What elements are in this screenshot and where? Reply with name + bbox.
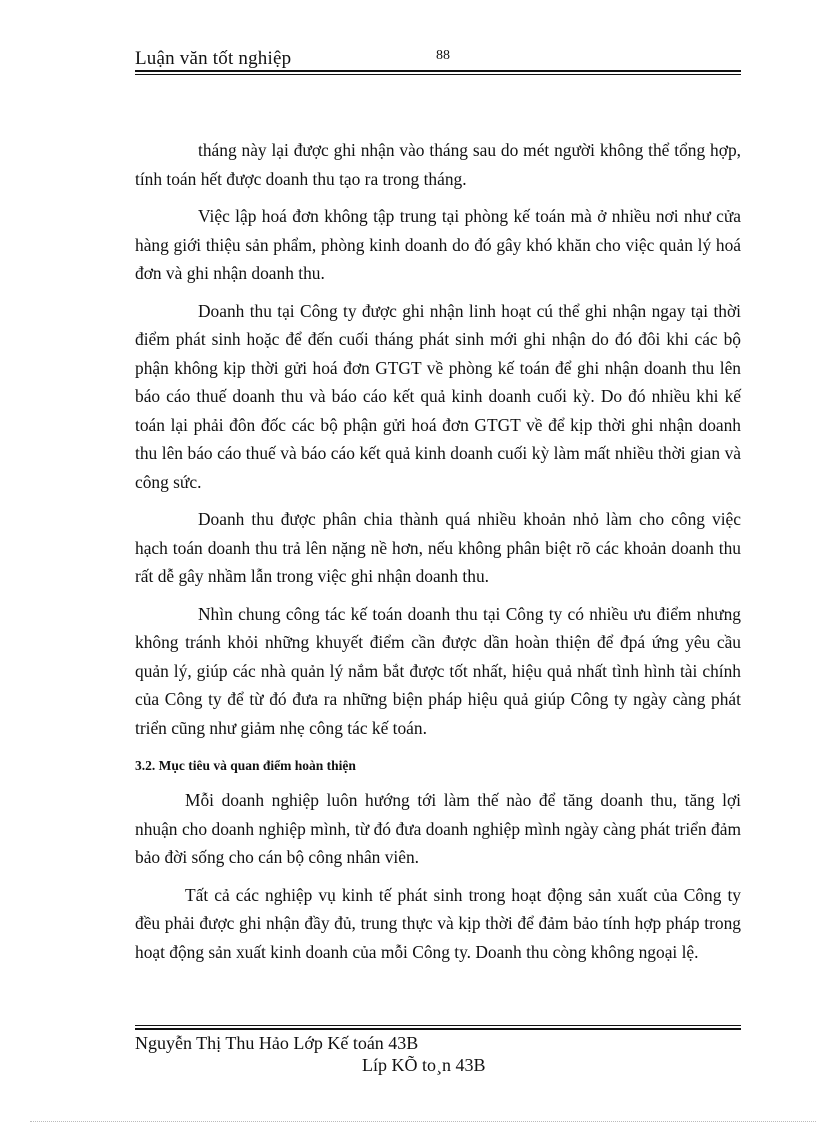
paragraph-3: Doanh thu tại Công ty được ghi nhận linh hoạt cú thể ghi nhận ngay tại thời điểm phát sinh hoặc để đến cuối tháng phát sinh mới ghi nhận do đó đôi khi các bộ phận không kịp thời gửi hoá đơn GTGT về phòng kế toán để ghi nhận doanh thu lên báo cáo thuế doanh thu và báo cáo kết quả kinh doanh cuối kỳ. Do đó nhiều khi kế toán lại phải đôn đốc các bộ phận gửi hoá đơn GTGT về để kịp thời ghi nhận doanh thu lên báo cáo thuế và báo cáo kết quả kinh doanh cuối kỳ làm mất nhiều thời gian và công sức. xyxy=(135,300,741,492)
paragraph-4: Doanh thu được phân chia thành quá nhiều khoản nhỏ làm cho công việc hạch toán doanh thu trả lên nặng nề hơn, nếu không phân biệt rõ các khoản doanh thu rất dễ gây nhầm lẫn trong việc ghi nhận doanh thu. xyxy=(135,509,741,586)
footer-rule-top xyxy=(135,1025,741,1026)
footer-rule-bottom xyxy=(135,1028,741,1030)
footer-author: Nguyễn Thị Thu Hảo Lớp Kế toán 43B xyxy=(135,1033,419,1053)
section-heading: 3.2. Mục tiêu và quan điểm hoàn thiện xyxy=(135,758,356,773)
section-paragraph-1: Mỗi doanh nghiệp luôn hướng tới làm thế nào để tăng doanh thu, tăng lợi nhuận cho doanh nghiệp mình, từ đó đưa doanh nghiệp mình ngày càng phát triển đảm bảo đời sống cho cán bộ công nhân viên. xyxy=(135,790,741,867)
header-title: Luận văn tốt nghiệp xyxy=(135,48,292,69)
document-body xyxy=(135,136,741,975)
section-paragraph-2: Tất cả các nghiệp vụ kinh tế phát sinh trong hoạt động sản xuất của Công ty đều phải được ghi nhận đầy đủ, trung thực và kịp thời để đảm bảo tính hợp pháp trong hoạt động sản xuất kinh doanh của mỗi Công ty. Doanh thu còng không ngoại lệ. xyxy=(135,884,741,962)
paragraph-2: Việc lập hoá đơn không tập trung tại phòng kế toán mà ở nhiều nơi như cửa hàng giới thiệu sản phẩm, phòng kinh doanh do đó gây khó khăn cho việc quản lý hoá đơn và ghi nhận doanh thu. xyxy=(135,206,741,283)
page-edge-divider xyxy=(30,1121,816,1122)
paragraph-5: Nhìn chung công tác kế toán doanh thu tại Công ty có nhiều ưu điểm nhưng không tránh khỏi những khuyết điểm cần được dần hoàn thiện để đpá ứng yêu cầu quản lý, giúp các nhà quản lý nắm bắt được tốt nhất, hiệu quả nhất tình hình tài chính của Công ty để từ đó đưa ra những biện pháp hiệu quả giúp Công ty ngày càng phát triển cũng như giảm nhẹ công tác kế toán. xyxy=(135,603,741,738)
page-number: 88 xyxy=(436,48,450,63)
header-rule-bottom xyxy=(135,74,741,75)
footer-class: Líp KÕ to¸n 43B xyxy=(362,1055,486,1075)
header-rule-top xyxy=(135,70,741,72)
paragraph-1: tháng này lại được ghi nhận vào tháng sau do mét người không thể tổng hợp, tính toán hết được doanh thu tạo ra trong tháng. xyxy=(135,140,741,189)
